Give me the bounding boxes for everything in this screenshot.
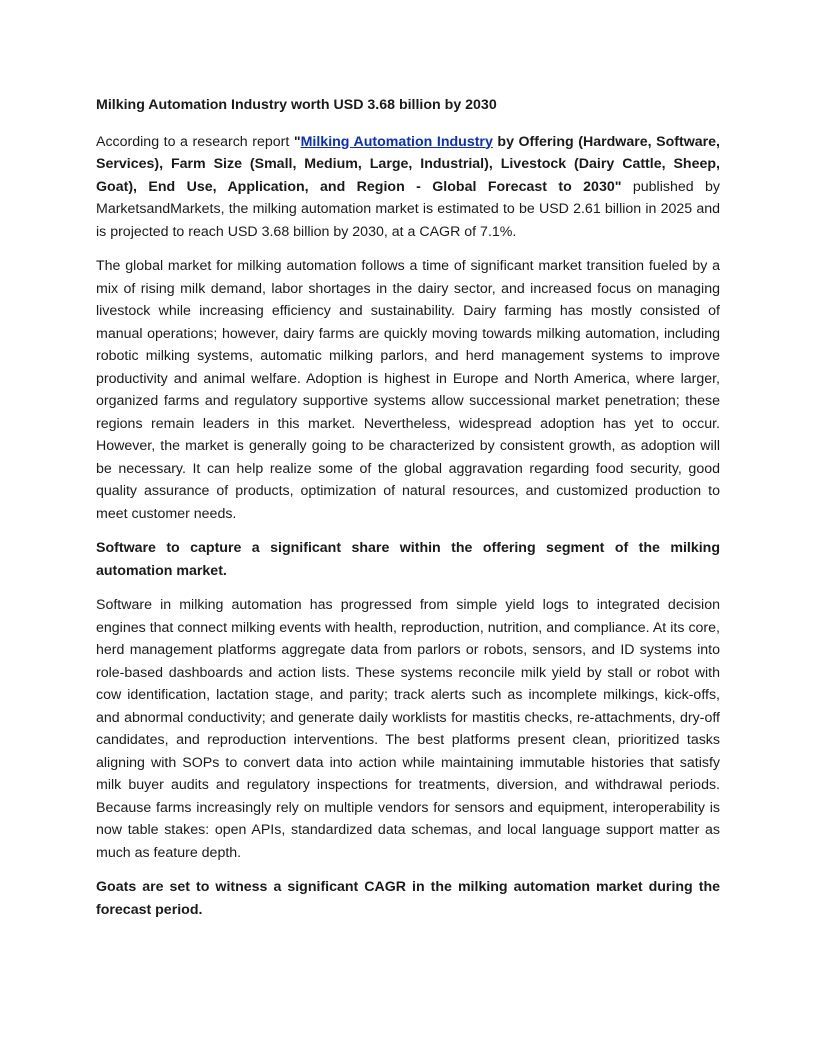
intro-tail: published by MarketsandMarkets, the milking automation market is estimated to be USD 2.61 billion in 2025 and is projected to reach USD 3.68 billion by 2030, at a CAGR of 7.1%. (96, 178, 721, 240)
report-link[interactable]: Milking Automation Industry (300, 133, 493, 150)
software-paragraph: Software in milking automation has progressed from simple yield logs to integrated decision engines that connect milking events with health, reproduction, nutrition, and compliance. At its core, herd management platforms aggregate data from parlors or robots, sensors, and ID systems into role-based dashboards and action lists. These systems reconcile milk yield by stall or robot with cow identification, lactation stage, and parity; track alerts such as incomplete milkings, kick-offs, and abnormal conductivity; and generate daily worklists for mastitis checks, re-attachments, dry-off candidates, and reproduction interventions. The best platforms present clean, prioritized tasks aligning with SOPs to convert data into action while maintaining immutable histories that satisfy milk buyer audits and regulatory inspections for treatments, diversion, and withdrawal periods. Because farms increasingly rely on multiple vendors for sensors and equipment, interoperability is now table stakes: open APIs, standardized data schemas, and local language support matter as much as feature depth. (96, 597, 720, 861)
goats-section-heading: Goats are set to witness a significant CAGR in the milking automation market during the forecast period. (96, 879, 720, 918)
intro-paragraph (96, 131, 720, 244)
intro-lead: According to a research report (96, 133, 294, 150)
document-page (96, 94, 720, 933)
report-title-rest: by Offering (Hardware, Software, Services), Farm Size (Small, Medium, Large, Industrial), Livestock (Dairy Cattle, Sheep, Goat), End Use, Application, and Region - Global Forecast to 2030" (96, 133, 720, 195)
market-overview-paragraph: The global market for milking automation follows a time of significant market transition fueled by a mix of rising milk demand, labor shortages in the dairy sector, and increased focus on managing livestock while increasing efficiency and sustainability. Dairy farming has mostly consisted of manual operations; however, dairy farms are quickly moving towards milking automation, including robotic milking systems, automatic milking parlors, and herd management systems to improve productivity and animal welfare. Adoption is highest in Europe and North America, where larger, organized farms and regulatory supportive systems allow successional market penetration; these regions remain leaders in this market. Nevertheless, widespread adoption has yet to occur. However, the market is generally going to be characterized by consistent growth, as adoption will be necessary. It can help realize some of the global aggravation regarding food security, good quality assurance of products, optimization of natural resources, and customized production to meet customer needs. (96, 258, 720, 522)
report-quote-open: " (293, 133, 301, 150)
document-title: Milking Automation Industry worth USD 3.68 billion by 2030 (96, 97, 497, 113)
software-section-heading: Software to capture a significant share within the offering segment of the milking automation market. (96, 540, 720, 579)
